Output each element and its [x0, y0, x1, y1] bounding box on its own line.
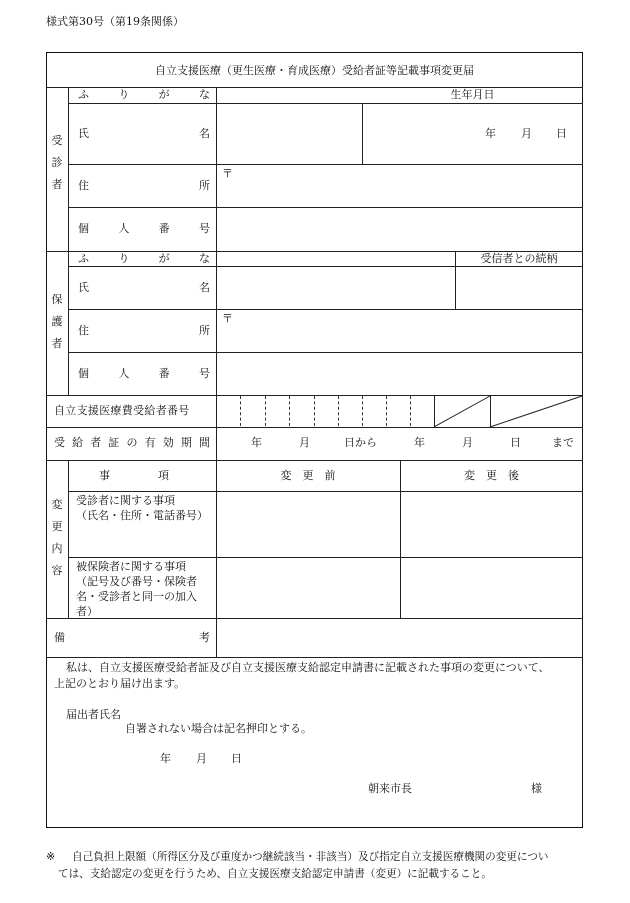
label-char: 番 [158, 222, 170, 235]
remarks-label [54, 631, 210, 645]
row-divider [68, 309, 583, 310]
label-char: 給 [72, 436, 84, 449]
validity-label [54, 436, 210, 450]
row-divider [68, 266, 583, 267]
label-char: 氏 [78, 127, 89, 140]
label-char: 個 [78, 367, 89, 380]
declaration-day: 日 [231, 752, 242, 765]
row1-line: 受診者に関する事項 [76, 494, 175, 507]
signature-note: 自署されない場合は記名押印とする。 [125, 722, 312, 735]
label-char: 住 [78, 324, 89, 337]
validity-from-day: 日から [344, 436, 377, 449]
postal-mark: 〒 [222, 167, 233, 180]
row1-line: （氏名・住所・電話番号） [76, 509, 208, 522]
validity-to-year: 年 [414, 436, 425, 449]
col-divider [216, 87, 217, 658]
row2-line: 被保険者に関する事項 [76, 560, 186, 573]
validity-from-year: 年 [251, 436, 262, 449]
guardian-furigana-label [78, 252, 210, 266]
label-char: り [118, 88, 130, 101]
digit-cell-separator [410, 396, 411, 426]
label-char: 番 [158, 367, 170, 380]
row-divider [68, 491, 583, 492]
addressee: 朝来市長 [368, 782, 412, 795]
birthdate-header: 生年月日 [450, 88, 495, 101]
row2-line: （記号及び番号・保険者 [76, 575, 197, 588]
unused-cell-strikes [434, 395, 584, 428]
birth-day-unit: 日 [556, 127, 567, 140]
row2-line: 者） [76, 605, 98, 618]
digit-cell-separator [289, 396, 290, 426]
label-char: が [158, 88, 170, 101]
col-item-header [99, 469, 169, 483]
label-char: 期 [180, 436, 192, 449]
label-char: 事 [99, 469, 110, 482]
col-before-header: 変 更 前 [280, 469, 336, 482]
digit-cell-separator [240, 396, 241, 426]
label-char: 備 [54, 631, 65, 644]
row-divider [46, 657, 583, 658]
label-char: 所 [199, 179, 210, 192]
changes-section-label: 変更内容 [51, 498, 63, 577]
patient-mynumber-label [78, 222, 210, 236]
label-char: な [198, 88, 210, 101]
label-char: が [158, 252, 170, 265]
label-char: 効 [162, 436, 174, 449]
label-char: 号 [198, 367, 210, 380]
label-char: 者 [90, 436, 102, 449]
label-char: 氏 [78, 281, 89, 294]
label-char: 有 [144, 436, 156, 449]
row-divider [46, 460, 583, 461]
label-char: 人 [118, 222, 130, 235]
label-char: ふ [78, 252, 89, 265]
patient-name-field[interactable] [217, 104, 361, 163]
validity-to-month: 月 [462, 436, 473, 449]
row-divider [68, 352, 583, 353]
form-title: 自立支援医療（更生医療・育成医療）受給者証等記載事項変更届 [155, 64, 474, 77]
strike-line [490, 396, 582, 427]
label-char: 証 [108, 436, 120, 449]
row2-line: 名・受診者と同一の加入 [76, 590, 197, 603]
guardian-section-label: 保護者 [51, 293, 63, 350]
digit-cell-separator [386, 396, 387, 426]
col-divider [400, 460, 401, 618]
footnote-line1: 自己負担上限額（所得区分及び重度かつ継続該当・非該当）及び指定自立支援医療機関の変更につい [72, 851, 549, 863]
declaration-line1: 私は、自立支援医療受給者証及び自立支援医療支給認定申請書に記載された事項の変更について、 [66, 661, 550, 674]
guardian-mynumber-label [78, 367, 210, 381]
label-char: 号 [198, 222, 210, 235]
patient-name-label [78, 127, 210, 141]
honorific: 様 [531, 782, 542, 795]
label-char: 受 [54, 436, 65, 449]
patient-section-label: 受診者 [51, 134, 63, 191]
label-char: 個 [78, 222, 89, 235]
declaration-line2: 上記のとおり届け出ます。 [54, 677, 186, 690]
label-char: り [118, 252, 130, 265]
label-char: 間 [199, 436, 210, 449]
strike-line [434, 396, 490, 427]
label-char: 項 [158, 469, 169, 482]
digit-cell-separator [314, 396, 315, 426]
patient-address-label [78, 179, 210, 193]
birth-month-unit: 月 [521, 127, 532, 140]
row-divider [68, 207, 583, 208]
guardian-address-label [78, 324, 210, 338]
validity-until: まで [552, 436, 574, 449]
label-char: ふ [78, 88, 89, 101]
applicant-label: 届出者氏名 [66, 708, 121, 721]
recipient-number-label: 自立支援医療費受給者番号 [54, 404, 190, 417]
footnote-line2: ては、支給認定の変更を行うため、自立支援医療支給認定申請書（変更）に記載すること。 [58, 868, 492, 880]
col-divider [362, 103, 363, 164]
label-char: 名 [199, 127, 210, 140]
form-number: 様式第30号（第19条関係） [46, 15, 184, 28]
postal-mark: 〒 [222, 312, 233, 325]
declaration-month: 月 [196, 752, 207, 765]
label-char: の [126, 436, 138, 449]
digit-cell-separator [338, 396, 339, 426]
label-char: 名 [199, 281, 210, 294]
digit-cell-separator [265, 396, 266, 426]
row-divider [68, 557, 583, 558]
label-char: 住 [78, 179, 89, 192]
label-char: な [198, 252, 210, 265]
row-divider [68, 164, 583, 165]
row-divider [46, 618, 583, 619]
patient-furigana-label [78, 88, 210, 102]
birth-year-unit: 年 [485, 127, 496, 140]
label-char: 人 [118, 367, 130, 380]
label-char: 所 [199, 324, 210, 337]
declaration-year: 年 [160, 752, 171, 765]
relation-header: 受信者との続柄 [480, 252, 558, 265]
col-divider [68, 460, 69, 618]
col-after-header: 変 更 後 [464, 469, 519, 482]
guardian-name-label [78, 281, 210, 295]
digit-cell-separator [362, 396, 363, 426]
footnote-mark: ※ [46, 850, 56, 863]
validity-to-day: 日 [510, 436, 521, 449]
label-char: 考 [199, 631, 210, 644]
validity-from-month: 月 [299, 436, 310, 449]
col-divider [68, 87, 69, 395]
